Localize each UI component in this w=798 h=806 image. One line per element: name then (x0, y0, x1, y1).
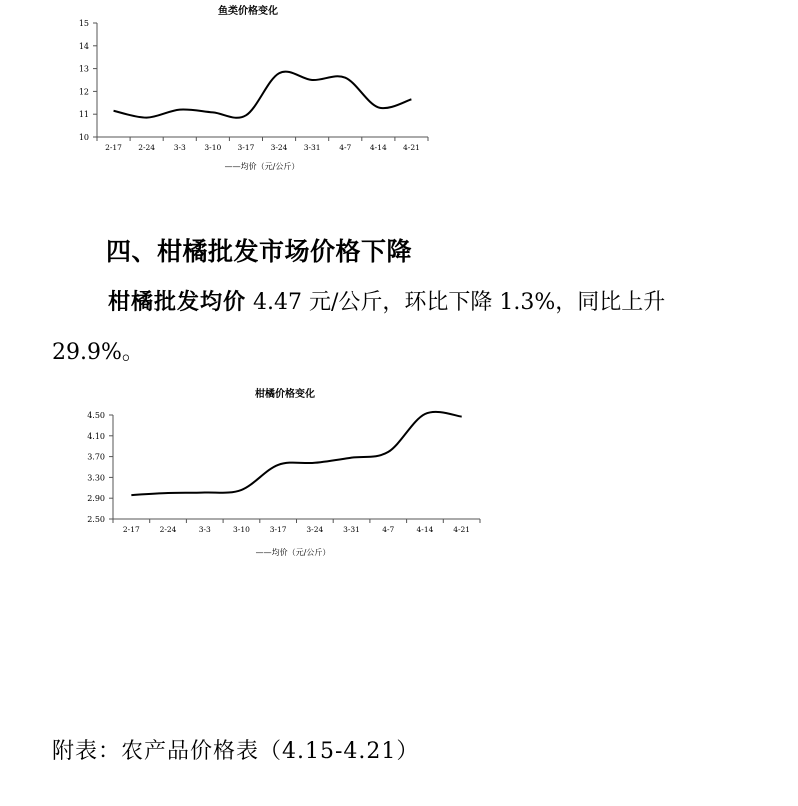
x-tick-label: 3-10 (204, 143, 222, 152)
y-tick-label: 4.50 (87, 411, 105, 420)
legend-label: ——均价（元/公斤） (224, 162, 300, 171)
section-paragraph (52, 278, 752, 378)
x-tick-label: 3-17 (237, 143, 255, 152)
x-tick-label: 3-3 (173, 143, 186, 152)
y-tick-label: 10 (78, 133, 89, 142)
y-tick-label: 15 (78, 19, 89, 28)
x-tick-label: 3-24 (270, 143, 288, 152)
y-tick-label: 2.90 (87, 494, 105, 504)
y-tick-label: 3.70 (87, 452, 105, 462)
chart-title: 鱼类价格变化 (218, 6, 278, 17)
x-tick-label: 2-24 (138, 143, 156, 152)
y-tick-label: 4.10 (87, 431, 105, 441)
x-tick-label: 2-17 (105, 143, 122, 152)
series-line-average-price (114, 72, 412, 118)
x-tick-label: 3-10 (233, 525, 250, 534)
x-tick-label: 4-14 (416, 525, 434, 534)
y-tick-label: 13 (78, 64, 89, 74)
x-tick-label: 4-7 (339, 143, 352, 152)
x-tick-label: 3-31 (343, 525, 360, 534)
y-tick-label: 2.50 (87, 515, 105, 524)
appendix-caption: 附表：农产品价格表（4.15-4.21） (52, 739, 420, 764)
paragraph-lead: 柑橘批发均价 (108, 290, 247, 315)
y-tick-label: 11 (78, 110, 89, 120)
x-tick-label: 3-31 (303, 143, 321, 152)
x-tick-label: 3-17 (269, 525, 287, 534)
y-tick-label: 3.30 (87, 473, 105, 483)
x-tick-label: 2-17 (122, 525, 140, 534)
x-tick-label: 4-7 (382, 525, 395, 534)
y-tick-label: 14 (78, 41, 89, 51)
legend-label: ——均价（元/公斤） (255, 548, 331, 557)
paragraph-body: 4.47 元/公斤，环比下降 1.3%，同比上升 29.9%。 (52, 290, 666, 365)
series-line-average-price (131, 412, 461, 495)
x-tick-label: 4-21 (453, 525, 471, 534)
x-tick-label: 2-24 (159, 525, 177, 534)
fish-price-chart (0, 0, 798, 200)
section-heading: 四、柑橘批发市场价格下降 (106, 237, 413, 266)
y-tick-label: 12 (78, 87, 89, 97)
chart-title: 柑橘价格变化 (255, 389, 315, 400)
x-tick-label: 4-21 (403, 143, 420, 152)
x-tick-label: 3-3 (198, 525, 211, 534)
x-tick-label: 4-14 (369, 143, 387, 152)
x-tick-label: 3-24 (306, 525, 324, 534)
